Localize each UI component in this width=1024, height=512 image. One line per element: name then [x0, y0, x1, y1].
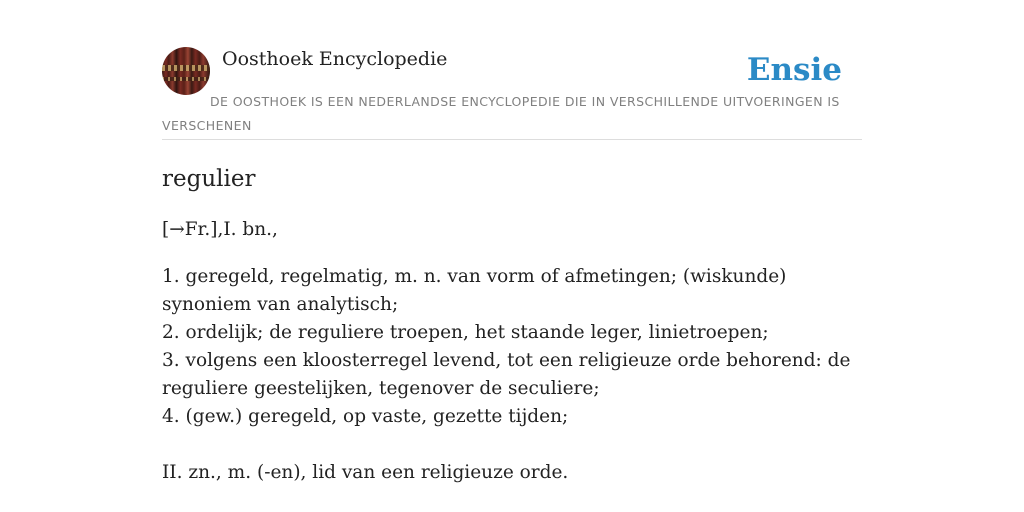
entry-content	[162, 160, 862, 483]
meanings-list	[162, 263, 862, 431]
meaning-item: 2. ordelijk; de reguliere troepen, het staande leger, linietroepen;	[162, 322, 769, 343]
meaning-item: 1. geregeld, regelmatig, m. n. van vorm of afmetingen; (wiskunde) synoniem van analytisch;	[162, 266, 787, 315]
encyclopedia-avatar[interactable]	[162, 47, 210, 95]
entry-title: regulier	[162, 166, 256, 192]
noun-definition: II. zn., m. (-en), lid van een religieuze orde.	[162, 462, 569, 483]
site-description: DE OOSTHOEK IS EEN NEDERLANDSE ENCYCLOPEDIE DIE IN VERSCHILLENDE UITVOERINGEN IS VERSCHENEN	[162, 94, 840, 133]
site-header	[162, 46, 862, 140]
ensie-logo-link[interactable]: Ensie	[746, 52, 842, 88]
site-title[interactable]: Oosthoek Encyclopedie	[222, 48, 448, 70]
entry-etymology: [→Fr.],I. bn.,	[162, 219, 278, 240]
meaning-item: 3. volgens een kloosterregel levend, tot een religieuze orde behorend: de reguliere geestelijken, tegenover de seculiere;	[162, 350, 851, 399]
meaning-item: 4. (gew.) geregeld, op vaste, gezette tijden;	[162, 406, 569, 427]
